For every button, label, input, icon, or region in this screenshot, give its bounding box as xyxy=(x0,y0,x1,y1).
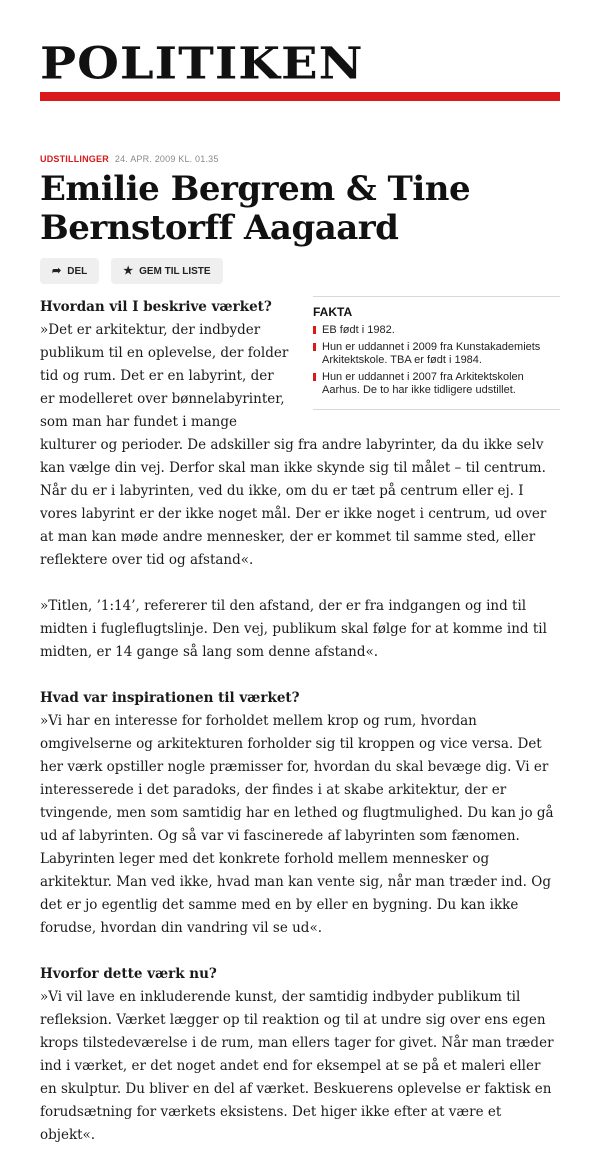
section-link[interactable]: UDSTILLINGER xyxy=(40,154,109,164)
fakta-list xyxy=(313,324,560,397)
red-bullet-marker xyxy=(313,343,316,351)
star-icon: ★ xyxy=(123,264,134,277)
interview-question: Hvorfor dette værk nu? xyxy=(40,966,217,982)
share-arrow-icon: ➦ xyxy=(52,264,62,277)
masthead xyxy=(40,40,560,92)
article-text xyxy=(40,296,560,1147)
share-button[interactable] xyxy=(40,258,99,284)
red-bullet-marker xyxy=(313,326,316,334)
fakta-item: Hun er uddannet i 2009 fra Kunstakademiets Arkitektskole. TBA er født i 1984. xyxy=(313,341,560,367)
save-button-label: GEM TIL LISTE xyxy=(139,265,211,277)
red-bullet-marker xyxy=(313,373,316,381)
interview-answer: »Vi vil lave en inkluderende kunst, der samtidig indbyder publikum til refleksion. Værket lægger op til reaktion og til at undre sig over ens egen krops tilstedeværelse i de rum, man ellers tager for givet. Når man træder ind i værket, er det noget andet end for eksempel at se på et maleri eller en skulptur. Du bliver en del af værket. Beskuerens oplevelse er faktisk en forudsætning for værkets eksistens. Det higer ikke efter at være et objekt«. xyxy=(40,989,554,1143)
interview-answer: »Det er arkitektur, der indbyder publikum til en oplevelse, der folder tid og rum. Det er en labyrint, der er modelleret over bønnelabyrinter, som man har fundet i mange kulturer og perioder. De adskiller sig fra andre labyrinter, da du ikke selv kan vælge din vej. Derfor skal man ikke skynde sig til målet – til centrum. Når du er i labyrinten, ved du ikke, om du er tæt på centrum eller ej. I vores labyrint er der ikke noget mål. Der er ikke noget i centrum, ud over at man kan møde andre mennesker, der er kommet til samme sted, eller reflektere over tid og afstand«. xyxy=(40,322,547,568)
qa-paragraph xyxy=(40,687,560,940)
fakta-item: EB født i 1982. xyxy=(313,324,560,337)
share-button-label: DEL xyxy=(67,265,88,277)
qa-paragraph xyxy=(40,963,560,1147)
interview-question: Hvad var inspirationen til værket? xyxy=(40,690,300,706)
article-meta xyxy=(40,154,219,164)
fakta-box xyxy=(313,296,560,410)
article-title: Emilie Bergrem & Tine Bernstorff Aagaard xyxy=(40,169,471,248)
article-body xyxy=(40,296,560,1170)
save-to-list-button[interactable] xyxy=(111,258,222,284)
publish-date: 24. APR. 2009 KL. 01.35 xyxy=(114,154,219,164)
interview-answer: »Vi har en interesse for forholdet mellem krop og rum, hvordan omgivelserne og arkitekturen forholder sig til kroppen og vice versa. Det her værk opstiller nogle præmisser for, hvordan du skal bevæge dig. Vi er interesserede i det paradoks, der findes i at skabe arkitektur, der er tvingende, men som samtidig har en lethed og flugtmulighed. Du kan jo gå ud af labyrinten. Og så var vi fascinerede af labyrinten som fænomen. Labyrinten leger med det konkrete forhold mellem mennesker og arkitektur. Man ved ikke, hvad man kan vente sig, når man træder ind. Og det er jo egentlig det samme med en by eller en bygning. Du kan ikke forudse, hvordan din vandring vil se ud«. xyxy=(40,713,554,936)
interview-question: Hvordan vil I beskrive værket? xyxy=(40,299,272,315)
politiken-logo[interactable]: POLITIKEN xyxy=(40,38,364,90)
body-paragraph: »Titlen, ’1:14’, refererer til den afstand, der er fra indgangen og ind til midten i fugleflugtslinje. Den vej, publikum skal følge for at komme ind til midten, er 14 gange så lang som denne afstand«. xyxy=(40,598,547,660)
article-actions xyxy=(40,258,223,284)
masthead-red-bar xyxy=(40,92,560,101)
fakta-heading: FAKTA xyxy=(313,305,353,319)
fakta-item: Hun er uddannet i 2007 fra Arkitektskolen Aarhus. De to har ikke tidligere udstillet. xyxy=(313,371,560,397)
